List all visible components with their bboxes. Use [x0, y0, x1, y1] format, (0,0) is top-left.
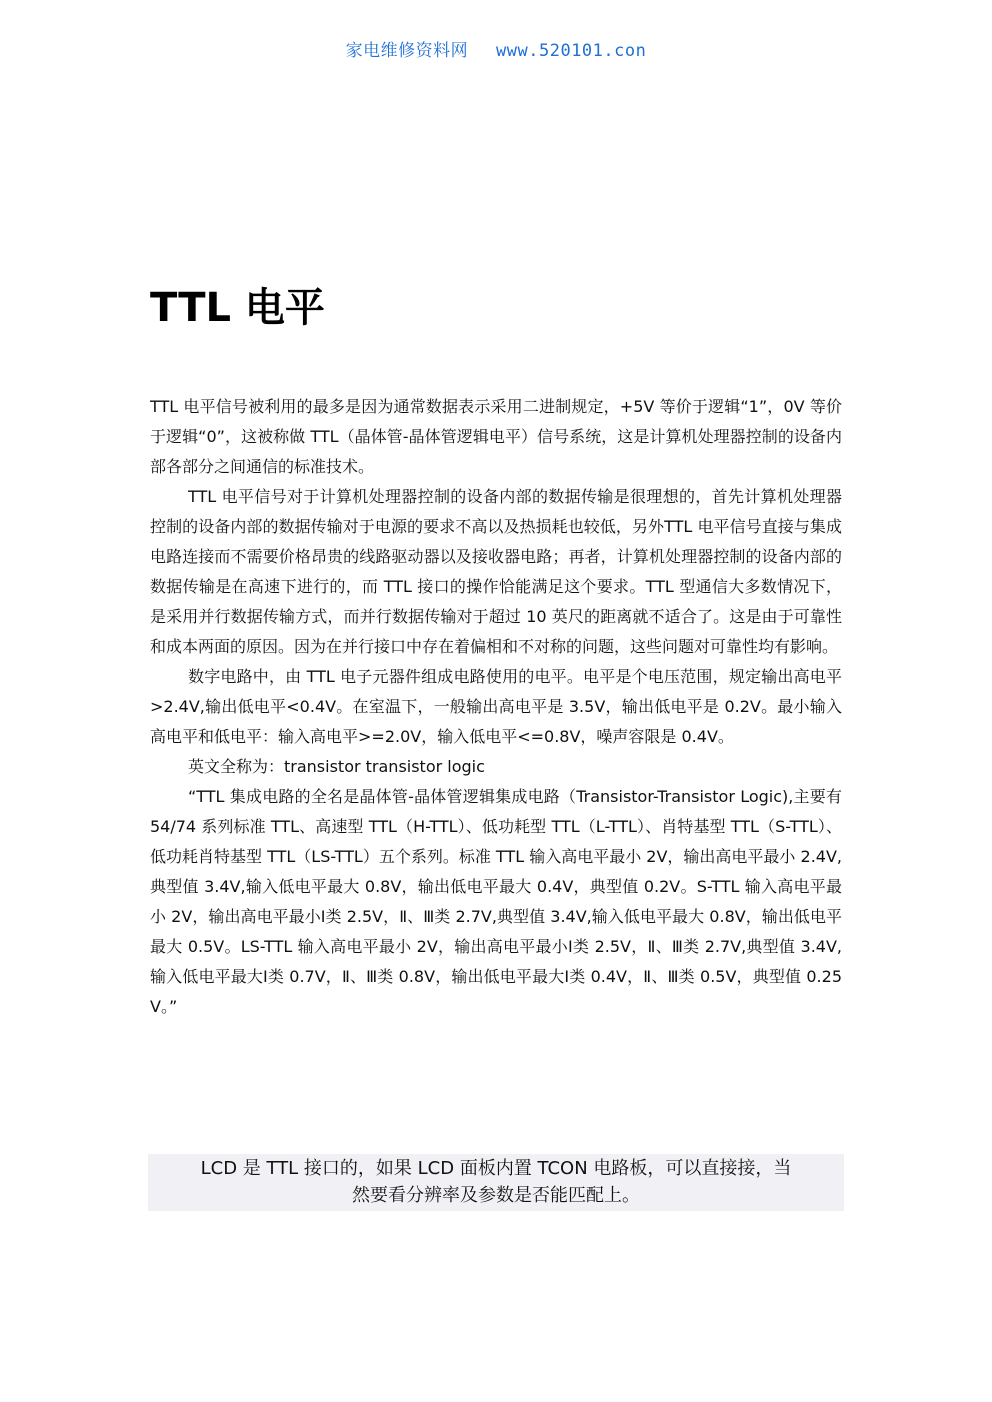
paragraph: TTL 电平信号被利用的最多是因为通常数据表示采用二进制规定，+5V 等价于逻辑“1”，0V 等价于逻辑“0”，这被称做 TTL（晶体管-晶体管逻辑电平）信号系统，这是计算机处理器控制的设备内部各部分之间通信的标准技术。 [150, 397, 842, 476]
document-title: TTL 电平 [150, 285, 325, 331]
paragraph: 数字电路中，由 TTL 电子元器件组成电路使用的电平。电平是个电压范围，规定输出高电平>2.4V,输出低电平<0.4V。在室温下，一般输出高电平是 3.5V，输出低电平是 0.2V。最小输入高电平和低电平：输入高电平>=2.0V，输入低电平<=0.8V，噪声容限是 0.4V。 [150, 667, 842, 746]
site-url[interactable]: www.520101.con [496, 41, 647, 61]
page-header [0, 36, 992, 61]
paragraph: TTL 电平信号对于计算机处理器控制的设备内部的数据传输是很理想的，首先计算机处理器控制的设备内部的数据传输对于电源的要求不高以及热损耗也较低，另外TTL 电平信号直接与集成电路连接而不需要价格昂贵的线路驱动器以及接收器电路；再者，计算机处理器控制的设备内部的数据传输是在高速下进行的，而 TTL 接口的操作恰能满足这个要求。TTL 型通信大多数情况下，是采用并行数据传输方式，而并行数据传输对于超过 10 英尺的距离就不适合了。这是由于可靠性和成本两面的原因。因为在并行接口中存在着偏相和不对称的问题，这些问题对可靠性均有影响。 [150, 487, 842, 656]
paragraph: 英文全称为：transistor transistor logic [188, 757, 485, 776]
site-name: 家电维修资料网 [345, 41, 469, 61]
callout-note [148, 1154, 844, 1211]
document-body [150, 392, 842, 1022]
callout-line: LCD 是 TTL 接口的，如果 LCD 面板内置 TCON 电路板，可以直接接，当 [200, 1158, 792, 1179]
paragraph: “TTL 集成电路的全名是晶体管-晶体管逻辑集成电路（Transistor-Transistor Logic),主要有 54/74 系列标准 TTL、高速型 TTL（H-TTL）、低功耗型 TTL（L-TTL）、肖特基型 TTL（S-TTL）、低功耗肖特基型 TTL（LS-TTL）五个系列。标准 TTL 输入高电平最小 2V，输出高电平最小 2.4V,典型值 3.4V,输入低电平最大 0.8V，输出低电平最大 0.4V，典型值 0.2V。S-TTL 输入高电平最小 2V，输出高电平最小Ⅰ类 2.5V，Ⅱ、Ⅲ类 2.7V,典型值 3.4V,输入低电平最大 0.8V，输出低电平最大 0.5V。LS-TTL 输入高电平最小 2V，输出高电平最小Ⅰ类 2.5V，Ⅱ、Ⅲ类 2.7V,典型值 3.4V,输入低电平最大Ⅰ类 0.7V，Ⅱ、Ⅲ类 0.8V，输出低电平最大Ⅰ类 0.4V，Ⅱ、Ⅲ类 0.5V，典型值 0.25V。” [150, 787, 842, 1016]
callout-line: 然要看分辨率及参数是否能匹配上。 [352, 1185, 640, 1206]
